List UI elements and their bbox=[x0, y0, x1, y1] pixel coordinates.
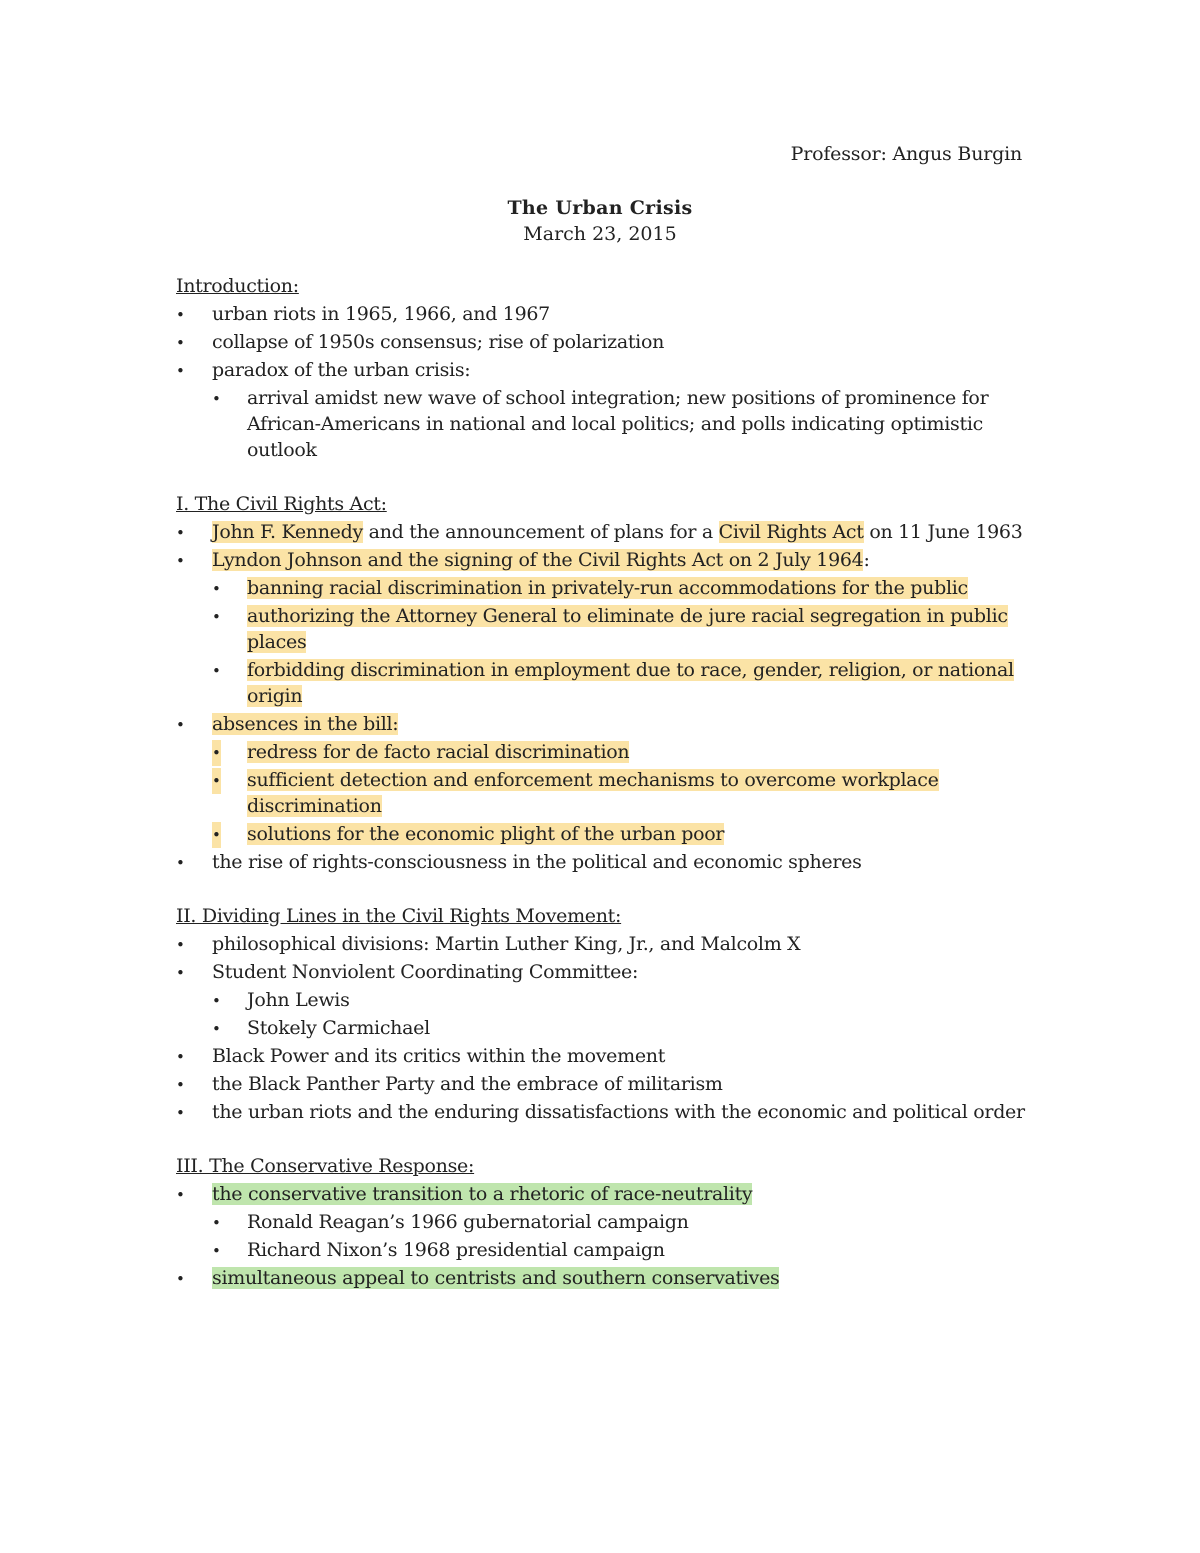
list-item bbox=[176, 1098, 1036, 1126]
bullet-icon: • bbox=[212, 740, 221, 766]
bullet-icon: • bbox=[212, 608, 221, 626]
highlighted-text: John F. Kennedy bbox=[212, 521, 363, 543]
title-block bbox=[0, 194, 1200, 246]
section-dividing-lines bbox=[176, 902, 1036, 1126]
list-item-text: Student Nonviolent Coordinating Committee: bbox=[212, 961, 639, 983]
list-item-text: the urban riots and the enduring dissatisfactions with the economic and political order bbox=[212, 1101, 1025, 1123]
section-introduction bbox=[176, 272, 1036, 464]
list-item bbox=[176, 328, 1036, 356]
bullet-icon: • bbox=[212, 822, 221, 848]
sub-list-item bbox=[176, 1236, 1036, 1264]
bullet-icon: • bbox=[176, 964, 185, 982]
bullet-icon: • bbox=[176, 524, 185, 542]
list-item bbox=[176, 546, 1036, 574]
list-item-text: arrival amidst new wave of school integration; new positions of prominence for African-Americans in national and local politics; and polls indicating optimistic outlook bbox=[247, 387, 989, 461]
bullet-icon: • bbox=[176, 1048, 185, 1066]
list-item-text: urban riots in 1965, 1966, and 1967 bbox=[212, 303, 550, 325]
list-item-text: John Lewis bbox=[247, 989, 350, 1011]
section-heading: I. The Civil Rights Act: bbox=[176, 493, 387, 515]
highlighted-text: absences in the bill: bbox=[212, 713, 399, 735]
list-item bbox=[176, 518, 1036, 546]
bullet-icon: • bbox=[176, 1186, 185, 1204]
list-item bbox=[176, 710, 1036, 738]
sub-list-item bbox=[176, 574, 1036, 602]
highlighted-text: sufficient detection and enforcement mechanisms to overcome workplace discrimination bbox=[247, 769, 939, 817]
list-item bbox=[176, 1264, 1036, 1292]
bullet-icon: • bbox=[176, 552, 185, 570]
list-item bbox=[176, 848, 1036, 876]
sub-list-item bbox=[176, 656, 1036, 710]
outline-content bbox=[176, 272, 1036, 1318]
bullet-icon: • bbox=[212, 768, 221, 794]
list-item-text: the Black Panther Party and the embrace of militarism bbox=[212, 1073, 723, 1095]
bullet-icon: • bbox=[176, 1270, 185, 1288]
highlighted-text: solutions for the economic plight of the urban poor bbox=[247, 823, 725, 845]
bullet-icon: • bbox=[212, 390, 221, 408]
bullet-icon: • bbox=[176, 854, 185, 872]
sub-list-item bbox=[176, 1208, 1036, 1236]
list-item bbox=[176, 1070, 1036, 1098]
list-item bbox=[176, 356, 1036, 384]
list-item-text: : bbox=[863, 549, 870, 571]
section-heading: Introduction: bbox=[176, 275, 299, 297]
highlighted-text: Lyndon Johnson and the signing of the Civil Rights Act on 2 July 1964 bbox=[212, 549, 864, 571]
section-civil-rights-act bbox=[176, 490, 1036, 876]
highlighted-text: redress for de facto racial discrimination bbox=[247, 741, 630, 763]
list-item-text: Stokely Carmichael bbox=[247, 1017, 430, 1039]
bullet-icon: • bbox=[212, 992, 221, 1010]
sub-list-item bbox=[176, 384, 1036, 464]
bullet-icon: • bbox=[176, 1104, 185, 1122]
bullet-icon: • bbox=[176, 936, 185, 954]
bullet-icon: • bbox=[176, 362, 185, 380]
bullet-icon: • bbox=[212, 1020, 221, 1038]
list-item-text: Black Power and its critics within the movement bbox=[212, 1045, 666, 1067]
sub-list-item bbox=[176, 738, 1036, 766]
list-item-text: collapse of 1950s consensus; rise of polarization bbox=[212, 331, 665, 353]
document-date: March 23, 2015 bbox=[523, 223, 677, 245]
section-conservative-response bbox=[176, 1152, 1036, 1292]
highlighted-text: banning racial discrimination in privately-run accommodations for the public bbox=[247, 577, 968, 599]
list-item-text: the rise of rights-consciousness in the political and economic spheres bbox=[212, 851, 862, 873]
list-item bbox=[176, 1042, 1036, 1070]
sub-list-item bbox=[176, 1014, 1036, 1042]
sub-list-item bbox=[176, 820, 1036, 848]
bullet-icon: • bbox=[176, 334, 185, 352]
bullet-icon: • bbox=[212, 1214, 221, 1232]
bullet-icon: • bbox=[212, 662, 221, 680]
bullet-icon: • bbox=[176, 306, 185, 324]
professor-line: Professor: Angus Burgin bbox=[790, 143, 1022, 165]
highlighted-text: the conservative transition to a rhetoric of race-neutrality bbox=[212, 1183, 753, 1205]
document-title: The Urban Crisis bbox=[507, 197, 693, 219]
highlighted-text: authorizing the Attorney General to eliminate de jure racial segregation in public places bbox=[247, 605, 1008, 653]
sub-list-item bbox=[176, 602, 1036, 656]
list-item bbox=[176, 958, 1036, 986]
list-item-text: and the announcement of plans for a bbox=[362, 521, 719, 543]
list-item-text: on 11 June 1963 bbox=[863, 521, 1023, 543]
list-item bbox=[176, 300, 1036, 328]
bullet-icon: • bbox=[176, 716, 185, 734]
highlighted-text: simultaneous appeal to centrists and southern conservatives bbox=[212, 1267, 780, 1289]
bullet-icon: • bbox=[212, 580, 221, 598]
list-item-text: paradox of the urban crisis: bbox=[212, 359, 471, 381]
bullet-icon: • bbox=[176, 1076, 185, 1094]
list-item bbox=[176, 930, 1036, 958]
sub-list-item bbox=[176, 766, 1036, 820]
highlighted-text: forbidding discrimination in employment due to race, gender, religion, or national origin bbox=[247, 659, 1014, 707]
list-item-text: Ronald Reagan’s 1966 gubernatorial campaign bbox=[247, 1211, 689, 1233]
list-item-text: philosophical divisions: Martin Luther King, Jr., and Malcolm X bbox=[212, 933, 801, 955]
sub-list-item bbox=[176, 986, 1036, 1014]
list-item bbox=[176, 1180, 1036, 1208]
section-heading: III. The Conservative Response: bbox=[176, 1155, 475, 1177]
list-item-text: Richard Nixon’s 1968 presidential campaign bbox=[247, 1239, 665, 1261]
highlighted-text: Civil Rights Act bbox=[718, 521, 864, 543]
bullet-icon: • bbox=[212, 1242, 221, 1260]
section-heading: II. Dividing Lines in the Civil Rights Movement: bbox=[176, 905, 622, 927]
